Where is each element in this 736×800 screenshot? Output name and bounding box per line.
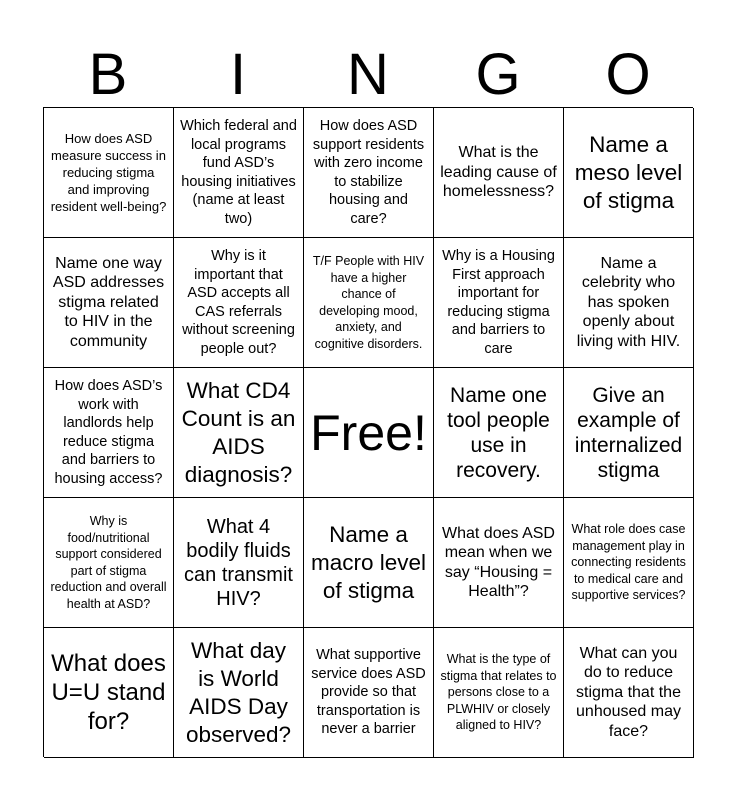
bingo-cell[interactable] — [304, 108, 434, 238]
header-letter-i: I — [229, 42, 247, 107]
cell-text: Name a meso level of stigma — [574, 131, 683, 213]
cell-text: How does ASD’s work with landlords help reduce stigma and barriers to housing access? — [54, 378, 163, 487]
bingo-header — [43, 44, 693, 106]
bingo-cell[interactable] — [434, 238, 564, 368]
header-letter-g: G — [475, 42, 521, 107]
bingo-cell[interactable] — [434, 368, 564, 498]
cell-text: Which federal and local programs fund ASD’s housing initiatives (name at least two) — [180, 118, 297, 227]
bingo-cell[interactable] — [564, 108, 694, 238]
bingo-cell[interactable] — [564, 238, 694, 368]
cell-text: Why is a Housing First approach important for reducing stigma and barriers to care — [442, 248, 555, 357]
cell-text: Name one tool people use in recovery. — [447, 383, 550, 482]
header-letter-o: O — [605, 42, 651, 107]
cell-text: Name a celebrity who has spoken openly about living with HIV. — [576, 254, 681, 350]
bingo-cell[interactable] — [174, 108, 304, 238]
bingo-cell[interactable] — [44, 108, 174, 238]
bingo-cell[interactable] — [174, 498, 304, 628]
bingo-cell[interactable] — [174, 628, 304, 758]
bingo-cell[interactable] — [174, 238, 304, 368]
cell-text: T/F People with HIV have a higher chance of developing mood, anxiety, and cognitive disorders. — [312, 254, 425, 351]
cell-text: How does ASD measure success in reducing stigma and improving resident well-being? — [50, 131, 167, 214]
bingo-board — [43, 107, 693, 757]
cell-text: What day is World AIDS Day observed? — [185, 637, 292, 747]
cell-text: What does U=U stand for? — [51, 650, 166, 735]
bingo-cell[interactable] — [174, 368, 304, 498]
free-space-text: Free! — [310, 404, 427, 461]
free-space-cell[interactable] — [304, 368, 434, 498]
bingo-cell[interactable] — [304, 628, 434, 758]
cell-text: Give an example of internalized stigma — [574, 383, 683, 482]
bingo-cell[interactable] — [44, 498, 174, 628]
bingo-cell[interactable] — [434, 628, 564, 758]
bingo-cell[interactable] — [564, 368, 694, 498]
cell-text: What is the leading cause of homelessness? — [440, 144, 557, 201]
cell-text: What 4 bodily fluids can transmit HIV? — [184, 515, 293, 610]
bingo-cell[interactable] — [434, 108, 564, 238]
cell-text: What can you do to reduce stigma that the unhoused may face? — [576, 644, 681, 740]
header-letter-n: N — [347, 42, 389, 107]
cell-text: What supportive service does ASD provide so that transportation is never a barrier — [311, 647, 426, 738]
cell-text: How does ASD support residents with zero income to stabilize housing and care? — [312, 118, 425, 227]
cell-text: Name one way ASD addresses stigma related to HIV in the community — [52, 254, 165, 350]
bingo-cell[interactable] — [564, 498, 694, 628]
bingo-cell[interactable] — [434, 498, 564, 628]
cell-text: Why is it important that ASD accepts all CAS referrals without screening people out? — [182, 248, 295, 357]
cell-text: What role does case management play in connecting residents to medical care and supportive services? — [571, 522, 686, 603]
cell-text: What does ASD mean when we say “Housing = Health”? — [442, 524, 555, 600]
bingo-cell[interactable] — [44, 238, 174, 368]
bingo-cell[interactable] — [304, 498, 434, 628]
bingo-cell[interactable] — [44, 368, 174, 498]
bingo-cell[interactable] — [44, 628, 174, 758]
cell-text: What CD4 Count is an AIDS diagnosis? — [181, 377, 296, 487]
header-letter-b: B — [88, 42, 128, 107]
bingo-cell[interactable] — [304, 238, 434, 368]
bingo-cell[interactable] — [564, 628, 694, 758]
cell-text: What is the type of stigma that relates to persons close to a PLWHIV or closely aligned to HIV? — [440, 652, 557, 733]
cell-text: Why is food/nutritional support considered part of stigma reduction and overall health at ASD? — [50, 514, 167, 611]
cell-text: Name a macro level of stigma — [310, 521, 427, 603]
